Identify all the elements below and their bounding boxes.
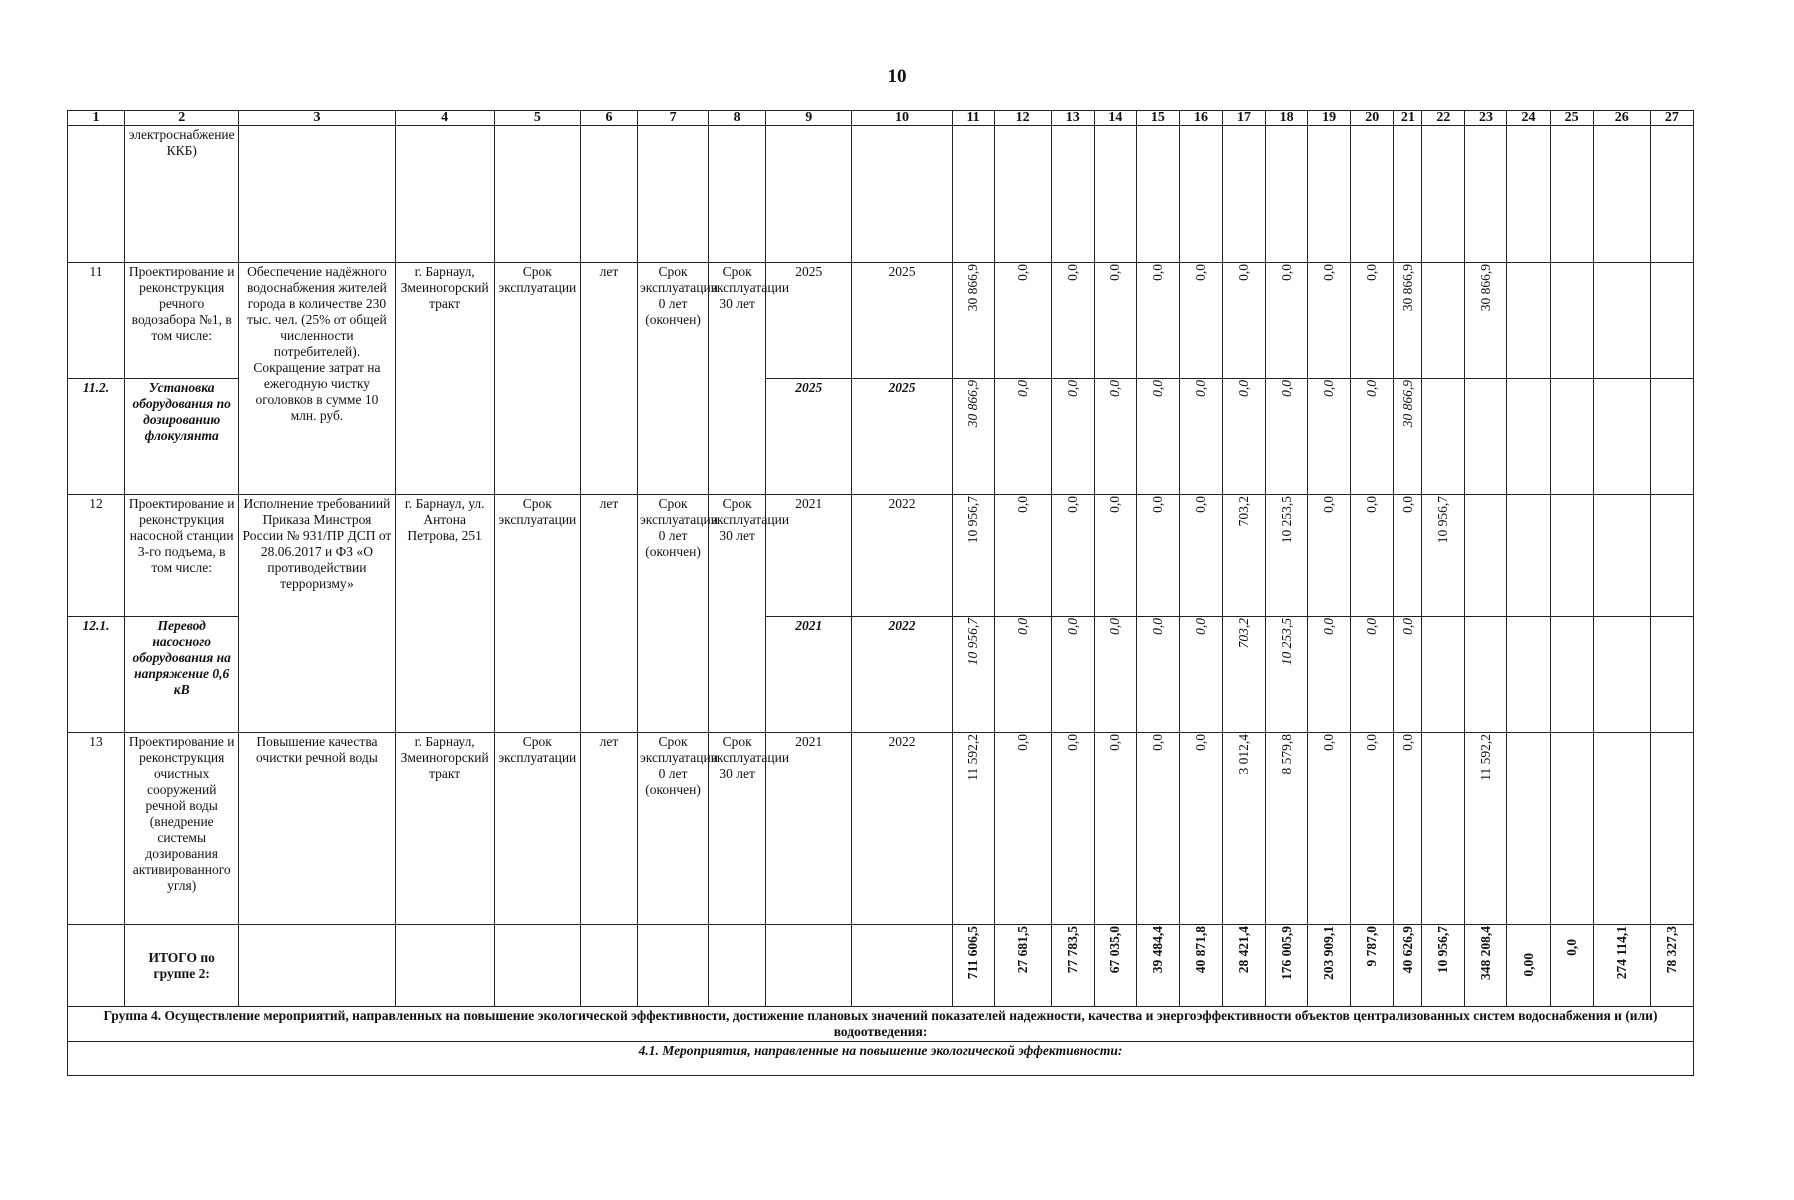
indicator-cell: Срок эксплуатации — [494, 733, 580, 925]
amount-cell: 0,0 — [1364, 496, 1380, 513]
col-header: 11 — [952, 111, 994, 126]
value-before-cell: Срок эксплуатации 0 лет (окончен) — [638, 495, 709, 733]
col-header: 9 — [766, 111, 852, 126]
amount-cell: 703,2 — [1236, 496, 1252, 527]
total-amount: 0,0 — [1563, 939, 1579, 956]
year-end: 2022 — [852, 733, 952, 925]
col-header: 2 — [125, 111, 239, 126]
total-amount: 9 787,0 — [1364, 926, 1380, 967]
row-id: 12 — [68, 495, 125, 617]
investment-program-table — [67, 110, 1694, 1076]
col-header: 12 — [994, 111, 1051, 126]
amount-cell: 0,0 — [1192, 264, 1208, 281]
total-amount: 348 208,4 — [1477, 926, 1493, 980]
amount-cell: 30 866,9 — [1477, 264, 1493, 312]
indicator-cell: Срок эксплуатации — [494, 263, 580, 495]
amount-cell: 0,0 — [1014, 734, 1030, 751]
col-header: 15 — [1136, 111, 1179, 126]
amount-cell: 0,0 — [1364, 380, 1380, 397]
total-amount: 274 114,1 — [1613, 926, 1629, 980]
amount-cell: 0,0 — [1364, 734, 1380, 751]
total-amount: 28 421,4 — [1236, 926, 1252, 974]
amount-cell: 0,0 — [1192, 734, 1208, 751]
col-header: 16 — [1179, 111, 1222, 126]
amount-cell: 0,0 — [1107, 734, 1123, 751]
indicator-cell: Срок эксплуатации — [494, 495, 580, 733]
project-goal: Повышение качества очистки речной воды — [239, 733, 395, 925]
amount-cell: 0,0 — [1149, 618, 1165, 635]
amount-cell: 30 866,9 — [1399, 380, 1415, 428]
group-subtitle-row — [68, 1042, 1694, 1076]
amount-cell: 0,0 — [1321, 496, 1337, 513]
project-name: Проектирование и реконструкция очистных сооружений речной воды (внедрение системы дозирования активированного угля) — [125, 733, 239, 925]
col-header: 19 — [1308, 111, 1351, 126]
amount-cell: 0,0 — [1064, 264, 1080, 281]
col-header: 23 — [1465, 111, 1507, 126]
amount-cell: 0,0 — [1149, 380, 1165, 397]
year-start: 2025 — [766, 379, 852, 495]
amount-cell: 0,0 — [1014, 264, 1030, 281]
amount-cell: 0,0 — [1321, 618, 1337, 635]
amount-cell: 0,0 — [1321, 380, 1337, 397]
amount-cell: 10 253,5 — [1278, 618, 1294, 666]
year-end: 2022 — [852, 495, 952, 617]
year-end: 2025 — [852, 263, 952, 379]
amount-cell: 0,0 — [1064, 496, 1080, 513]
amount-cell: 0,0 — [1107, 380, 1123, 397]
total-amount: 203 909,1 — [1321, 926, 1337, 980]
col-header: 4 — [395, 111, 494, 126]
col-header: 27 — [1650, 111, 1693, 126]
row-id: 11 — [68, 263, 125, 379]
amount-cell: 3 012,4 — [1236, 734, 1252, 775]
value-before-cell: Срок эксплуатации 0 лет (окончен) — [638, 263, 709, 495]
total-amount: 176 005,9 — [1278, 926, 1294, 980]
year-start: 2021 — [766, 495, 852, 617]
amount-cell: 0,0 — [1014, 496, 1030, 513]
year-end: 2022 — [852, 617, 952, 733]
amount-cell: 10 956,7 — [1435, 496, 1451, 544]
amount-cell: 30 866,9 — [1399, 264, 1415, 312]
year-end: 2025 — [852, 379, 952, 495]
total-amount: 711 606,5 — [965, 926, 981, 980]
page-number: 10 — [887, 66, 907, 87]
col-header: 21 — [1394, 111, 1422, 126]
table-row — [68, 263, 1694, 379]
amount-cell: 0,0 — [1014, 618, 1030, 635]
total-row — [68, 925, 1694, 1007]
continued-name-cell: электроснабжение ККБ) — [125, 126, 239, 263]
amount-cell: 30 866,9 — [965, 264, 981, 312]
amount-cell: 703,2 — [1236, 618, 1252, 649]
project-name: Проектирование и реконструкция речного водозабора №1, в том числе: — [125, 263, 239, 379]
project-name: Перевод насосного оборудования на напряжение 0,6 кВ — [125, 617, 239, 733]
amount-cell: 0,0 — [1064, 380, 1080, 397]
project-address: г. Барнаул, Змеиногорский тракт — [395, 263, 494, 495]
amount-cell: 0,0 — [1321, 734, 1337, 751]
row-id: 11.2. — [68, 379, 125, 495]
amount-cell: 8 579,8 — [1278, 734, 1294, 775]
col-header: 1 — [68, 111, 125, 126]
amount-cell: 0,0 — [1236, 380, 1252, 397]
row-id: 12.1. — [68, 617, 125, 733]
year-start: 2025 — [766, 263, 852, 379]
col-header: 3 — [239, 111, 395, 126]
amount-cell: 10 956,7 — [965, 618, 981, 666]
year-start: 2021 — [766, 617, 852, 733]
total-label: ИТОГО по группе 2: — [125, 925, 239, 1007]
table-row — [68, 733, 1694, 925]
amount-cell: 10 956,7 — [965, 496, 981, 544]
amount-cell: 11 592,2 — [965, 734, 981, 781]
amount-cell: 0,0 — [1399, 734, 1415, 751]
col-header: 26 — [1593, 111, 1650, 126]
col-header: 25 — [1550, 111, 1593, 126]
amount-cell: 10 253,5 — [1278, 496, 1294, 544]
col-header: 6 — [580, 111, 637, 126]
value-before-cell: Срок эксплуатации 0 лет (окончен) — [638, 733, 709, 925]
amount-cell: 0,0 — [1364, 618, 1380, 635]
amount-cell: 0,0 — [1192, 618, 1208, 635]
amount-cell: 0,0 — [1107, 264, 1123, 281]
amount-cell: 0,0 — [1192, 380, 1208, 397]
amount-cell: 0,0 — [1064, 618, 1080, 635]
amount-cell: 0,0 — [1149, 496, 1165, 513]
amount-cell: 30 866,9 — [965, 380, 981, 428]
amount-cell: 0,0 — [1014, 380, 1030, 397]
amount-cell: 0,0 — [1364, 264, 1380, 281]
col-header: 10 — [852, 111, 952, 126]
project-address: г. Барнаул, ул. Антона Петрова, 251 — [395, 495, 494, 733]
amount-cell: 0,0 — [1321, 264, 1337, 281]
amount-cell: 11 592,2 — [1477, 734, 1493, 781]
total-amount: 78 327,3 — [1663, 926, 1679, 974]
amount-cell: 0,0 — [1149, 734, 1165, 751]
table-row — [68, 495, 1694, 617]
total-amount: 39 484,4 — [1149, 926, 1165, 974]
amount-cell: 0,0 — [1192, 496, 1208, 513]
amount-cell: 0,0 — [1278, 264, 1294, 281]
value-after-cell: Срок эксплуатации 30 лет — [709, 733, 766, 925]
project-goal: Исполнение требованиий Приказа Минстроя России № 931/ПР ДСП от 28.06.2017 и ФЗ «О противодействии терроризму» — [239, 495, 395, 733]
total-amount: 77 783,5 — [1064, 926, 1080, 974]
amount-cell: 0,0 — [1236, 264, 1252, 281]
amount-cell: 0,0 — [1107, 496, 1123, 513]
amount-cell: 0,0 — [1064, 734, 1080, 751]
column-number-row — [68, 111, 1694, 126]
col-header: 13 — [1051, 111, 1094, 126]
total-amount: 40 871,8 — [1192, 926, 1208, 974]
project-name: Установка оборудования по дозированию флокулянта — [125, 379, 239, 495]
value-after-cell: Срок эксплуатации 30 лет — [709, 495, 766, 733]
group-title: Группа 4. Осуществление мероприятий, направленных на повышение экологической эффективности, достижение плановых значений показателей надежности, качества и энергоэффективности объектов централизованных систем водоснабжения и (или) водоотведения: — [68, 1007, 1694, 1042]
unit-cell: лет — [580, 263, 637, 495]
col-header: 18 — [1266, 111, 1308, 126]
total-amount: 67 035,0 — [1107, 926, 1123, 974]
row-id: 13 — [68, 733, 125, 925]
amount-cell: 0,0 — [1278, 380, 1294, 397]
col-header: 22 — [1422, 111, 1465, 126]
unit-cell: лет — [580, 733, 637, 925]
table-row — [68, 126, 1694, 263]
amount-cell: 0,0 — [1149, 264, 1165, 281]
col-header: 5 — [494, 111, 580, 126]
total-amount: 40 626,9 — [1399, 926, 1415, 974]
col-header: 7 — [638, 111, 709, 126]
total-amount: 27 681,5 — [1014, 926, 1030, 974]
project-address: г. Барнаул, Змеиногорский тракт — [395, 733, 494, 925]
col-header: 14 — [1094, 111, 1136, 126]
year-start: 2021 — [766, 733, 852, 925]
unit-cell: лет — [580, 495, 637, 733]
total-amount: 0,00 — [1520, 953, 1536, 977]
col-header: 20 — [1351, 111, 1394, 126]
value-after-cell: Срок эксплуатации 30 лет — [709, 263, 766, 495]
group-subtitle: 4.1. Мероприятия, направленные на повышение экологической эффективности: — [68, 1042, 1694, 1076]
group-title-row — [68, 1007, 1694, 1042]
amount-cell: 0,0 — [1399, 618, 1415, 635]
project-goal: Обеспечение надёжного водоснабжения жителей города в количестве 230 тыс. чел. (25% от общей численности потребителей). Сокращение затрат на ежегодную чистку оголовков в сумме 10 млн. руб. — [239, 263, 395, 495]
total-amount: 10 956,7 — [1435, 926, 1451, 974]
col-header: 8 — [709, 111, 766, 126]
amount-cell: 0,0 — [1399, 496, 1415, 513]
col-header: 17 — [1223, 111, 1266, 126]
project-name: Проектирование и реконструкция насосной станции 3-го подъема, в том числе: — [125, 495, 239, 617]
col-header: 24 — [1507, 111, 1550, 126]
amount-cell: 0,0 — [1107, 618, 1123, 635]
